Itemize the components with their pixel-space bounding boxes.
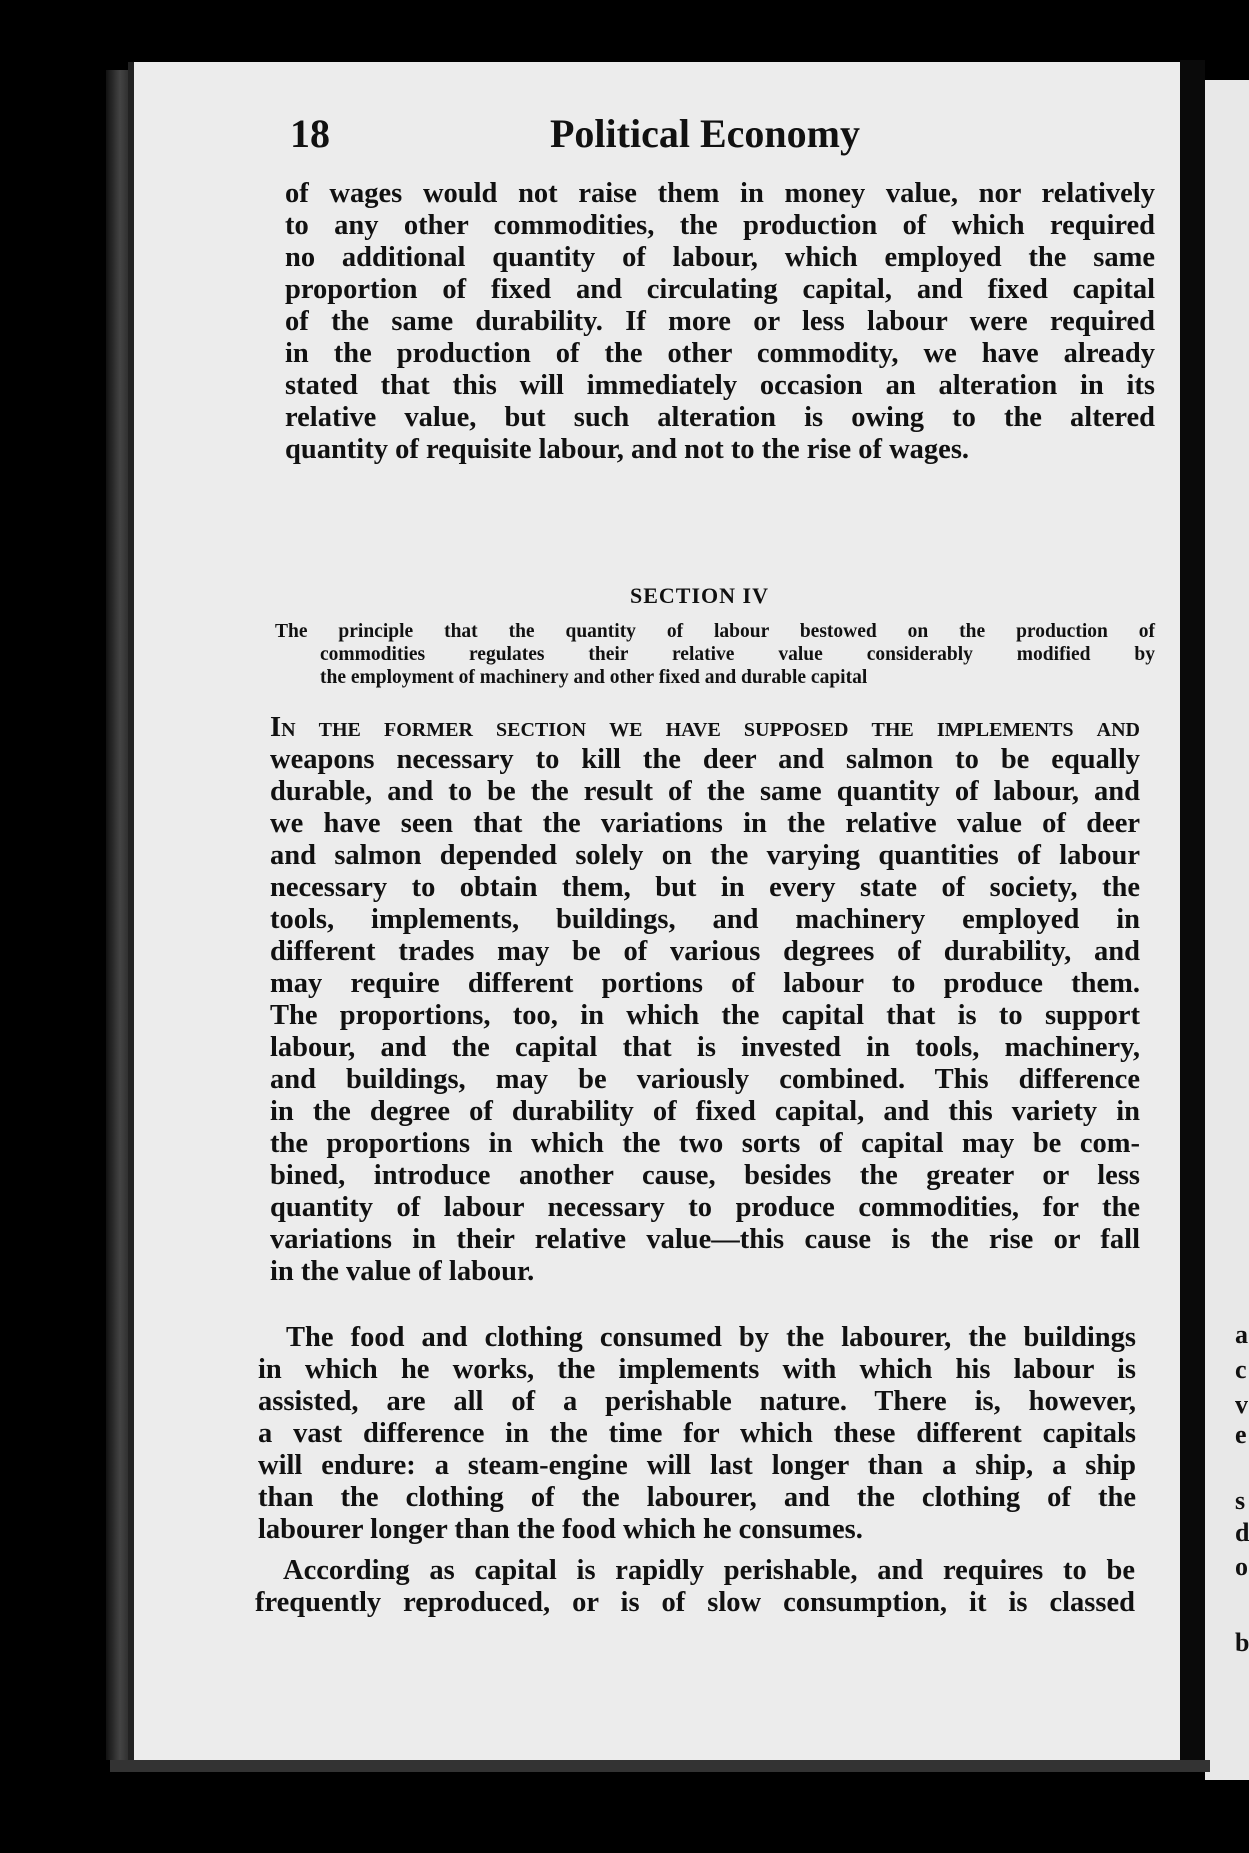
text-line: labourer longer than the food which he consumes.: [258, 1514, 863, 1545]
text-line: quantity of requisite labour, and not to the rise of wages.: [285, 434, 970, 465]
running-head-title: Political Economy: [550, 111, 860, 156]
text-line: a vast difference in the time for which these different capitals: [258, 1418, 1136, 1449]
running-head: [290, 110, 910, 170]
paragraph-2: [270, 712, 1140, 1288]
text-line: the proportions in which the two sorts of capital may be com-: [270, 1128, 1140, 1159]
text-line: different trades may be of various degrees of durability, and: [270, 936, 1140, 967]
text-line: The food and clothing consumed by the labourer, the buildings: [286, 1322, 1136, 1353]
page-gutter: [1180, 60, 1205, 1770]
facing-page-letter: d: [1235, 1518, 1249, 1547]
text-line: in the degree of durability of fixed capital, and this variety in: [270, 1096, 1140, 1127]
text-line: and salmon depended solely on the varying quantities of labour: [270, 840, 1140, 871]
text-line: durable, and to be the result of the same quantity of labour, and: [270, 776, 1140, 807]
summary-line: commodities regulates their relative value considerably modified by: [320, 644, 1155, 665]
summary-line: The principle that the quantity of labour bestowed on the production of: [275, 621, 1155, 642]
paragraph-4: [255, 1555, 1135, 1619]
facing-page-letter: e: [1235, 1420, 1247, 1449]
text-line: stated that this will immediately occasion an alteration in its: [285, 370, 1155, 401]
text-line: weapons necessary to kill the deer and salmon to be equally: [270, 744, 1140, 775]
text-line: frequently reproduced, or is of slow consumption, it is classed: [255, 1587, 1135, 1618]
text-line: of the same durability. If more or less labour were required: [285, 306, 1155, 337]
section-summary: [275, 620, 1155, 689]
text-line: quantity of labour necessary to produce commodities, for the: [270, 1192, 1140, 1223]
page-bottom-edge: [110, 1760, 1210, 1772]
text-line: The proportions, too, in which the capital that is to support: [270, 1000, 1140, 1031]
text-line: in the value of labour.: [270, 1256, 535, 1287]
text-line: may require different portions of labour to produce them.: [270, 968, 1140, 999]
text-line: in the production of the other commodity, we have already: [285, 338, 1155, 369]
text-line: to any other commodities, the production of which required: [285, 210, 1155, 241]
text-line: proportion of fixed and circulating capital, and fixed capital: [285, 274, 1155, 305]
text-line: than the clothing of the labourer, and the clothing of the: [258, 1482, 1136, 1513]
facing-page-letter: a: [1235, 1320, 1248, 1349]
facing-page-letter: o: [1235, 1552, 1248, 1581]
text-line: necessary to obtain them, but in every state of society, the: [270, 872, 1140, 903]
text-line: no additional quantity of labour, which employed the same: [285, 242, 1155, 273]
facing-page-letter: s: [1235, 1486, 1246, 1515]
text-line: According as capital is rapidly perishable, and requires to be: [283, 1555, 1135, 1586]
paragraph-3: [258, 1322, 1136, 1546]
text-line: and buildings, may be variously combined. This difference: [270, 1064, 1140, 1095]
text-line: In the former section we have supposed the implements and: [270, 712, 1140, 743]
section-heading: SECTION IV: [630, 583, 769, 608]
text-line: of wages would not raise them in money value, nor relatively: [285, 178, 1155, 209]
text-line: labour, and the capital that is invested in tools, machinery,: [270, 1032, 1140, 1063]
text-line: bined, introduce another cause, besides the greater or less: [270, 1160, 1140, 1191]
facing-page-letter: c: [1235, 1355, 1247, 1384]
text-line: in which he works, the implements with which his labour is: [258, 1354, 1136, 1385]
text-line: assisted, are all of a perishable nature. There is, however,: [258, 1386, 1136, 1417]
facing-page-letter: b: [1235, 1628, 1249, 1657]
facing-page-letter: v: [1235, 1390, 1248, 1419]
text-line: will endure: a steam-engine will last longer than a ship, a ship: [258, 1450, 1136, 1481]
text-line: we have seen that the variations in the relative value of deer: [270, 808, 1140, 839]
page-number: 18: [290, 111, 330, 156]
paragraph-1: [285, 178, 1155, 466]
text-line: relative value, but such alteration is owing to the altered: [285, 402, 1155, 433]
summary-line: the employment of machinery and other fixed and durable capital: [320, 667, 868, 688]
text-line: tools, implements, buildings, and machinery employed in: [270, 904, 1140, 935]
text-line: variations in their relative value—this cause is the rise or fall: [270, 1224, 1140, 1255]
